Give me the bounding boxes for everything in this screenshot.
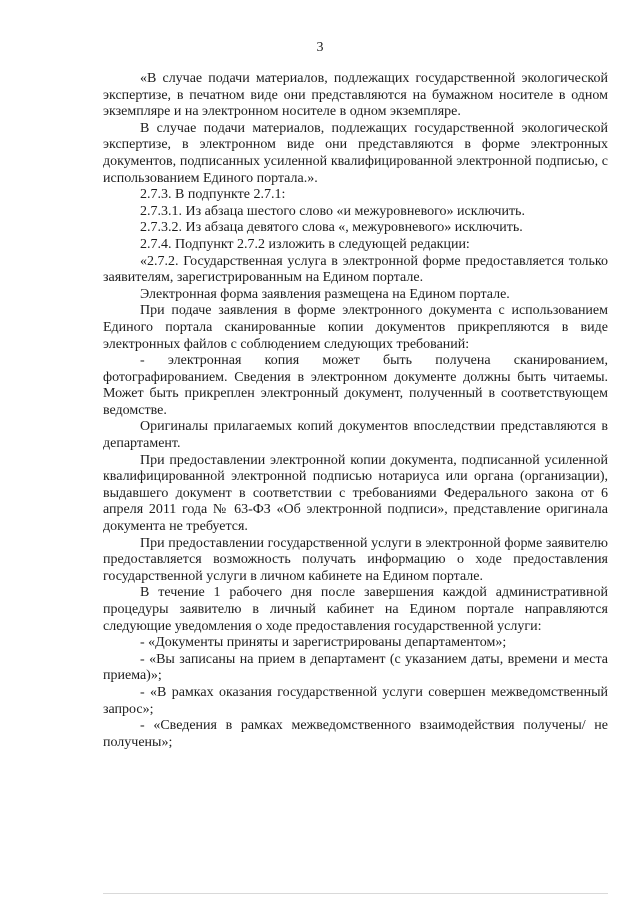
document-body: [103, 71, 608, 751]
paragraph-2-7-4: 2.7.4. Подпункт 2.7.2 изложить в следующей редакции:: [140, 236, 470, 252]
paragraph-ecological-paper: «В случае подачи материалов, подлежащих государственной экологической экспертизе, в печатном виде они представляются на бумажном носителе в одном экземпляре и на электронном носителе в одном экземпляре.: [103, 71, 608, 120]
paragraph-2-7-3-2: 2.7.3.2. Из абзаца девятого слова «, межуровневого» исключить.: [140, 220, 523, 236]
paragraph-2-7-3-1: 2.7.3.1. Из абзаца шестого слово «и межуровневого» исключить.: [140, 203, 525, 219]
paragraph-submission-requirements: При подаче заявления в форме электронного документа с использованием Единого портала сканированные копии документов прикрепляются в виде электронных файлов с соблюдением следующих требований:: [103, 303, 608, 352]
paragraph-ecological-electronic: В случае подачи материалов, подлежащих государственной экологической экспертизе, в электронном виде они представляются в форме электронных документов, подписанных усиленной квалифицированной электронной подписью, с использованием Единого портала.».: [103, 120, 608, 186]
paragraph-2-7-3: 2.7.3. В подпункте 2.7.1:: [140, 187, 286, 203]
paragraph-personal-cabinet: При предоставлении государственной услуги в электронной форме заявителю предоставляется возможность получать информацию о ходе предоставления государственной услуги в личном кабинете на Едином портале.: [103, 535, 608, 584]
footer-divider: [103, 893, 608, 894]
list-item-interagency-request: - «В рамках оказания государственной услуги совершен межведомственный запрос»;: [103, 684, 608, 717]
list-item-appointment: - «Вы записаны на прием в департамент (с указанием даты, времени и места приема)»;: [103, 651, 608, 684]
paragraph-originals: Оригиналы прилагаемых копий документов впоследствии представляются в департамент.: [103, 419, 608, 452]
list-item-interagency-info: - «Сведения в рамках межведомственного взаимодействия получены/ не получены»;: [103, 718, 608, 750]
list-item-documents-accepted: - «Документы приняты и зарегистрированы департаментом»;: [140, 635, 507, 651]
paragraph-notifications: В течение 1 рабочего дня после завершения каждой административной процедуры заявителю в личный кабинет на Едином портале направляются следующие уведомления о ходе предоставления государственной услуги:: [103, 585, 608, 634]
list-item-electronic-copy: - электронная копия может быть получена сканированием, фотографированием. Сведения в электронном документе должны быть читаемы. Может быть прикреплен электронный документ, полученный в соответствующем ведомстве.: [103, 353, 608, 418]
paragraph-qualified-signature: При предоставлении электронной копии документа, подписанной усиленной квалифицированной электронной подписью нотариуса или органа (организации), выдавшего документ в соответствии с требованиями Федерального закона от 6 апреля 2011 года № 63-ФЗ «Об электронной подписи», представление оригинала документа не требуется.: [103, 452, 608, 535]
paragraph-electronic-form: Электронная форма заявления размещена на Едином портале.: [140, 286, 510, 302]
page-number: 3: [316, 40, 324, 55]
paragraph-2-7-2: «2.7.2. Государственная услуга в электронной форме предоставляется только заявителям, зарегистрированным на Едином портале.: [103, 253, 608, 286]
